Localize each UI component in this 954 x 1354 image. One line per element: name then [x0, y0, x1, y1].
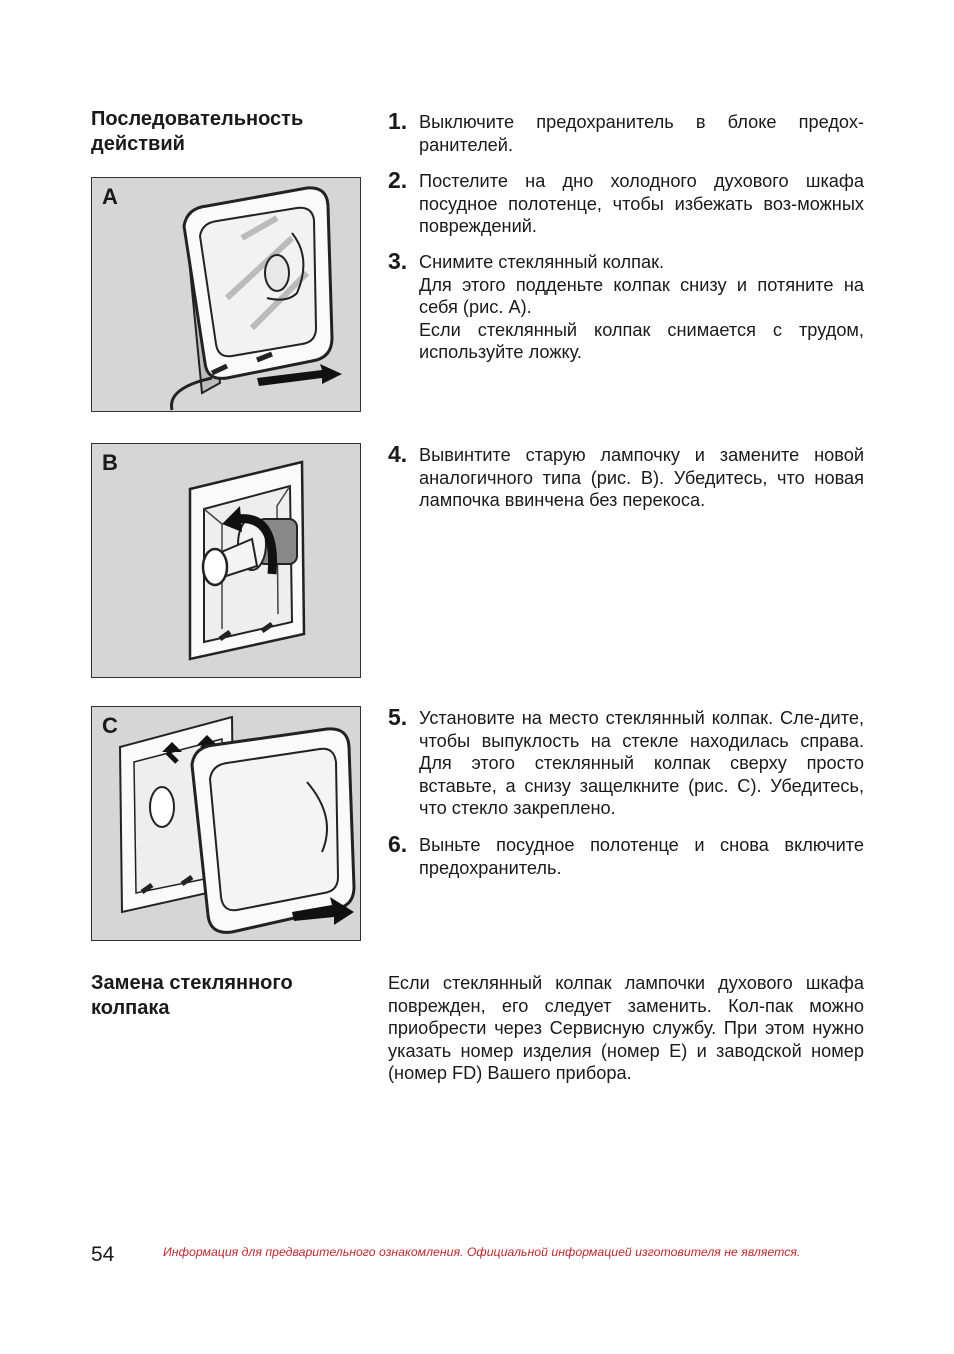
step-number: 3.: [388, 248, 408, 274]
step-number: 6.: [388, 831, 408, 857]
figure-a: [91, 177, 361, 412]
figure-c-label: C: [102, 713, 118, 738]
procedure-heading: Последовательность действий: [91, 108, 304, 155]
figure-a-label: A: [102, 184, 118, 209]
figure-c: [91, 706, 361, 941]
step-number: 5.: [388, 704, 408, 730]
step-4: 4. Вывинтите старую лампочку и замените новой аналогичного типа (рис. B). Убедитесь, что новая лампочка ввинчена без перекоса.: [388, 441, 864, 510]
figure-b-label: B: [102, 450, 118, 475]
figure-b: [91, 443, 361, 678]
preliminary-info-notice: Информация для предварительного ознакомления. Официальной информацией изготовителя не является.: [163, 1245, 801, 1259]
step-3: 3. Снимите стеклянный колпак. Для этого подденьте колпак снизу и потяните на себя (рис. A). Если стеклянный колпак снимается с трудом, используйте ложку.: [388, 248, 864, 362]
step-number: 1.: [388, 108, 408, 134]
figure-a-illustration: [92, 178, 360, 411]
glass-cover-replacement-heading: Замена стеклянного колпака: [91, 972, 293, 1019]
step-number: 4.: [388, 441, 408, 467]
step-5: 5. Установите на место стеклянный колпак. Сле-дите, чтобы выпуклость на стекле находилась справа. Для этого стеклянный колпак сверху просто вставьте, а снизу защелкните (рис. C). Убедитесь, что стекло закреплено.: [388, 704, 864, 818]
page-number: 54: [91, 1243, 115, 1266]
glass-cover-replacement-text: Если стеклянный колпак лампочки духового шкафа поврежден, его следует заменить. Кол-пак можно приобрести через Сервисную службу. При этом нужно указать номер изделия (номер E) и заводской номер (номер FD) Вашего прибора.: [388, 973, 864, 1083]
figure-c-illustration: [92, 707, 360, 940]
figure-b-illustration: [92, 444, 360, 677]
step-number: 2.: [388, 167, 408, 193]
step-1: 1. Выключите предохранитель в блоке предох-ранителей.: [388, 108, 864, 155]
step-2: 2. Постелите на дно холодного духового шкафа посудное полотенце, чтобы избежать воз-можных повреждений.: [388, 167, 864, 236]
step-6: 6. Выньте посудное полотенце и снова включите предохранитель.: [388, 831, 864, 878]
